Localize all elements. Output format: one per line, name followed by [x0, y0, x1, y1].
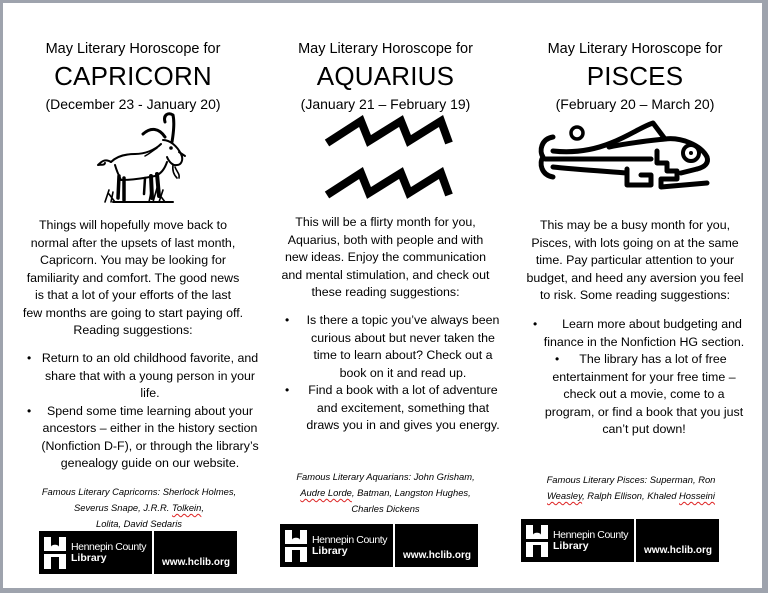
famous-literary-capricorns: [15, 484, 263, 532]
paragraph-line: time. Pay particular attention to your: [535, 253, 735, 267]
sign-title: CAPRICORN: [54, 61, 212, 91]
column-pisces: [508, 3, 762, 588]
paragraph-line: Pisces, with lots going on at the same: [531, 235, 739, 250]
paragraph-line: Capricorn. You may be looking for: [40, 253, 226, 267]
famous-line: Lolita, David Sedaris: [96, 518, 182, 529]
famous-line: Charles Dickens: [351, 503, 420, 514]
suggestion-line: ancestors – either in the history section: [42, 421, 258, 435]
sign-dates: (December 23 - January 20): [45, 96, 221, 112]
aquarius-symbol-icon: [323, 113, 453, 203]
suggestion-line: genealogy guide on our website.: [60, 456, 240, 470]
fish-icon: [531, 117, 721, 195]
suggestion-line: Return to an old childhood favorite, and: [41, 351, 259, 365]
famous-line: Famous Literary Aquarians: John Grisham,: [296, 471, 475, 482]
library-url[interactable]: www.hclib.org: [644, 545, 712, 556]
hennepin-h-mark-icon: [44, 537, 66, 569]
paragraph-line: budget, and heed any aversion you feel: [526, 270, 744, 285]
suggestion-line: can’t put down!: [602, 422, 686, 436]
suggestion-line: Learn more about budgeting and: [562, 317, 742, 331]
paragraph-line: This will be a flirty month for you,: [295, 215, 476, 229]
suggestion-line: draws you in and gives you energy.: [306, 418, 500, 432]
famous-line: [15, 500, 263, 516]
suggestion-line: book on it and read up.: [339, 365, 467, 380]
sign-title: PISCES: [586, 61, 684, 91]
famous-literary-aquarians: [263, 469, 508, 517]
logo-library: Library: [312, 544, 348, 557]
suggestion-item: [21, 350, 261, 403]
famous-line: [263, 485, 508, 501]
sign-title: AQUARIUS: [316, 61, 455, 91]
suggestion-line: curious about but never taken the: [311, 330, 495, 345]
misspelled-word[interactable]: Tolkein: [171, 502, 202, 513]
logo-name-block: [280, 524, 395, 567]
logo-name: Hennepin County: [553, 528, 629, 541]
paragraph-line: Things will hopefully move back to: [38, 218, 227, 232]
logo-url-block: [395, 524, 478, 567]
suggestion-line: Is there a topic you’ve always been: [306, 313, 500, 327]
bullet-icon: •: [285, 383, 290, 397]
logo-url-block: [636, 519, 719, 562]
suggestion-line: Find a book with a lot of adventure: [308, 383, 498, 397]
library-logo: [521, 519, 719, 562]
sign-dates: (January 21 – February 19): [300, 96, 471, 112]
library-url[interactable]: www.hclib.org: [162, 557, 230, 568]
famous-line: Famous Literary Capricorns: Sherlock Holmes,: [41, 486, 237, 497]
column-aquarius: [263, 3, 508, 588]
library-logo: [280, 524, 478, 567]
heading-intro: May Literary Horoscope for: [45, 41, 221, 57]
suggestion-line: entertainment for your free time –: [552, 369, 736, 384]
logo-library: Library: [71, 551, 107, 564]
famous-literary-pisces: [500, 472, 762, 504]
paragraph-line: familiarity and comfort. The good news: [26, 270, 240, 285]
logo-text: [71, 542, 146, 564]
suggestion-line: Spend some time learning about your: [47, 403, 253, 418]
suggestion-item: [281, 382, 507, 435]
reading-suggestions-list: [281, 312, 507, 435]
paragraph-line: few months are going to start paying off.: [22, 305, 244, 320]
column-capricorn: [3, 3, 263, 588]
paragraph-line: Aquarius, both with people and with: [287, 232, 484, 247]
bullet-icon: •: [27, 351, 32, 365]
misspelled-word[interactable]: Weasley: [547, 490, 583, 501]
logo-name: Hennepin County: [71, 540, 147, 553]
paragraph-line: these reading suggestions:: [311, 285, 460, 299]
paragraph-line: normal after the upsets of last month,: [30, 235, 236, 250]
suggestion-line: program, or find a book that you just: [544, 404, 744, 419]
famous-text: , Batman, Langston Hughes,: [351, 487, 471, 498]
paragraph-line: and mental stimulation, and check out: [281, 267, 490, 282]
logo-library: Library: [553, 539, 589, 552]
logo-name-block: [39, 531, 154, 574]
reading-suggestions-list: [21, 350, 261, 473]
famous-text: ,: [201, 502, 204, 513]
logo-name: Hennepin County: [312, 533, 388, 546]
paragraph-line: is that a lot of your efforts of the last: [34, 288, 232, 302]
sign-dates: (February 20 – March 20): [555, 96, 715, 112]
horoscope-paragraph: [3, 217, 263, 340]
famous-line: [500, 488, 762, 504]
suggestion-line: life.: [140, 386, 160, 400]
suggestion-line: (Nonfiction D-F), or through the library’s: [41, 438, 259, 453]
suggestion-line: check out a movie, come to a: [563, 387, 725, 401]
suggestion-line: time to learn about? Check out a: [313, 348, 493, 362]
bullet-icon: •: [555, 352, 560, 366]
library-url[interactable]: www.hclib.org: [403, 550, 471, 561]
logo-name-block: [521, 519, 636, 562]
misspelled-word[interactable]: Audre Lorde: [300, 487, 352, 498]
suggestion-line: and excitement, something that: [316, 400, 490, 415]
famous-text: Severus Snape, J.R.R.: [74, 502, 172, 513]
hennepin-h-mark-icon: [526, 525, 548, 557]
suggestion-line: share that with a young person in your: [44, 368, 256, 383]
logo-url-block: [154, 531, 237, 574]
hennepin-h-mark-icon: [285, 530, 307, 562]
famous-text: , Ralph Ellison, Khaled: [582, 490, 680, 501]
bullet-icon: •: [285, 313, 290, 327]
famous-line: Famous Literary Pisces: Superman, Ron: [546, 474, 716, 485]
suggestion-line: The library has a lot of free: [579, 352, 727, 366]
goat-icon: [93, 110, 203, 205]
suggestion-item: [281, 312, 507, 382]
heading-intro: May Literary Horoscope for: [547, 41, 723, 57]
suggestion-line: finance in the Nonfiction HG section.: [543, 334, 745, 349]
misspelled-word[interactable]: Hosseini: [679, 490, 715, 501]
paragraph-line: new ideas. Enjoy the communication: [284, 250, 487, 264]
suggestion-item: [518, 351, 758, 439]
document-page: [3, 3, 762, 588]
paragraph-line: Reading suggestions:: [73, 323, 193, 337]
logo-text: [312, 535, 387, 557]
logo-text: [553, 530, 628, 552]
suggestion-item: [518, 316, 758, 351]
horoscope-paragraph: [263, 214, 508, 302]
horoscope-paragraph: [508, 217, 762, 305]
paragraph-line: to risk. Some reading suggestions:: [539, 288, 731, 302]
bullet-icon: •: [27, 403, 32, 418]
heading-intro: May Literary Horoscope for: [298, 41, 473, 57]
paragraph-line: This may be a busy month for you,: [539, 218, 731, 232]
library-logo: [39, 531, 237, 574]
suggestion-item: [21, 403, 261, 473]
reading-suggestions-list: [518, 316, 758, 439]
bullet-icon: •: [533, 317, 538, 331]
